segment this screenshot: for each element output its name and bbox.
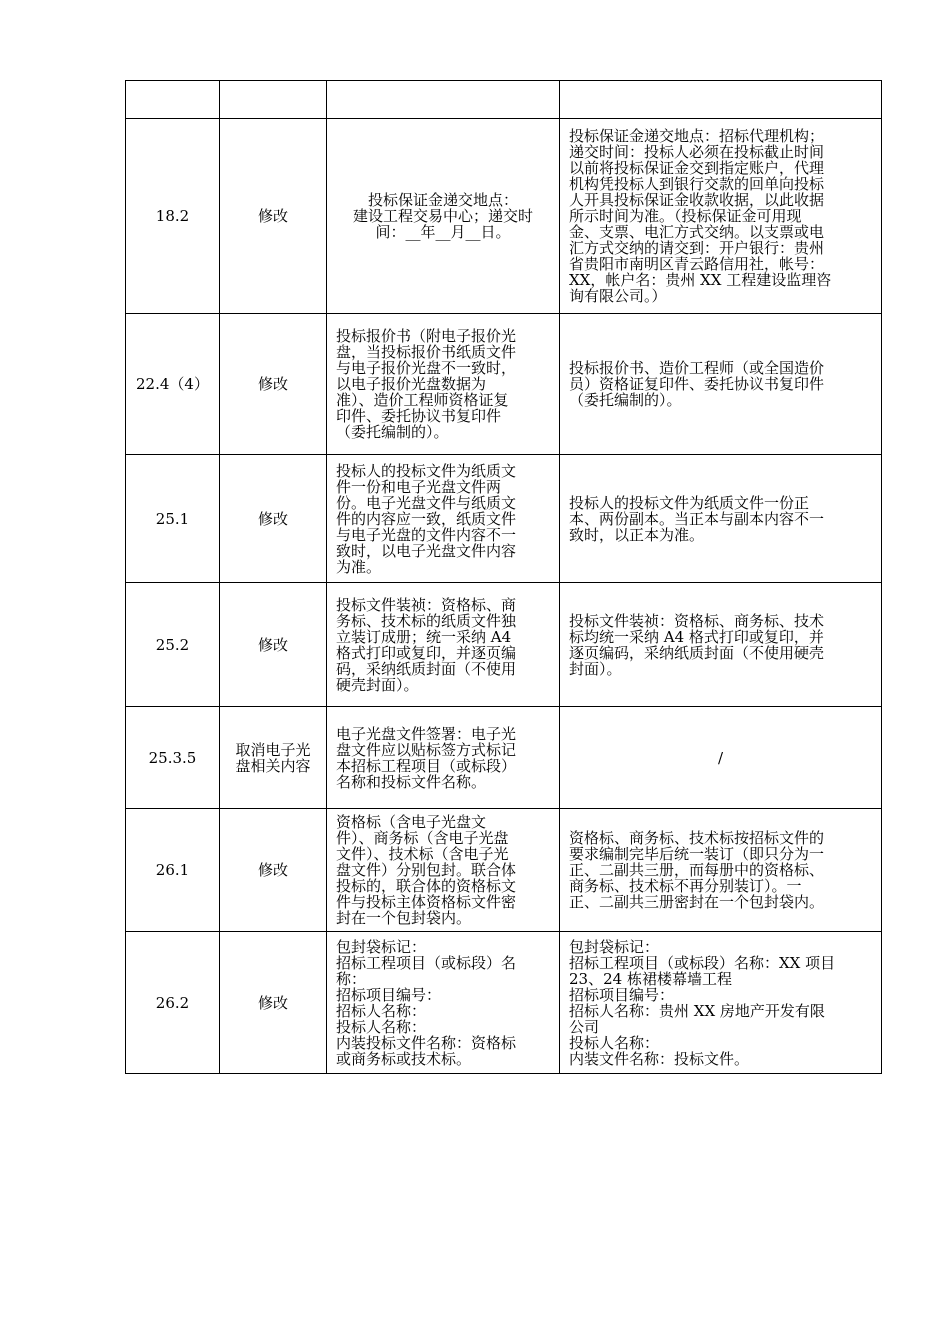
table-row	[126, 809, 882, 932]
action-cell: 修改	[220, 583, 327, 707]
cell-text-line: 硬壳封面）。	[336, 675, 419, 694]
original-content-cell	[327, 583, 560, 707]
cell-text-line: 汇方式交纳的请交到：开户银行：贵州	[569, 239, 825, 257]
table-row	[126, 932, 882, 1074]
cell-text-line: （委托编制的）。	[569, 391, 682, 409]
original-content-cell	[327, 809, 560, 932]
cell-text-line: 以前将投标保证金交到指定账户，代理	[569, 159, 825, 177]
cell-text-line: 资格标、商务标、技术标按招标文件的	[569, 829, 825, 847]
cell-text-line: 招标项目编号：	[336, 985, 442, 1004]
table-row	[126, 119, 882, 314]
cell-text-line: 立装订成册；统一采纳 A4	[336, 627, 512, 646]
revised-content-cell	[560, 455, 882, 583]
cell-text-line: （委托编制的）。	[336, 423, 449, 441]
revised-content-cell	[560, 314, 882, 455]
cell-text-line: 电子光盘文件签署：电子光	[336, 724, 517, 743]
cell-text-line: 23、24 栋裙楼幕墙工程	[569, 969, 732, 988]
cell-text-line: 省贵阳市南明区青云路信用社，帐号：	[569, 255, 825, 273]
cell-text-line: 员）资格证复印件、委托协议书复印件	[569, 375, 825, 393]
original-content-cell	[327, 455, 560, 583]
cell-text-line: 内装投标文件名称：资格标	[336, 1033, 517, 1052]
cell-text-line: 金、支票、电汇方式交纳。以支票或电	[569, 223, 825, 241]
action-cell: 修改	[220, 809, 327, 932]
cell-text-line: 投标报价书、造价工程师（或全国造价	[569, 359, 825, 377]
original-content-cell	[327, 932, 560, 1074]
table-row	[126, 455, 882, 583]
revised-content-cell	[560, 932, 882, 1074]
cell-text-line: 建设工程交易中心；递交时	[352, 207, 533, 225]
cell-text-line: 文件）、技术标（含电子光	[336, 845, 509, 863]
cell-text-line: 投标文件装祯：资格标、商	[336, 595, 517, 614]
cell-text-line: 务标、技术标的纸质文件独	[336, 611, 517, 630]
action-cell: 修改	[220, 314, 327, 455]
original-content-cell	[327, 314, 560, 455]
cell-text-line: 本、两份副本。当正本与副本内容不一	[569, 509, 825, 528]
cell-text-line: 要求编制完毕后统一装订（即只分为一	[569, 845, 825, 863]
cell-text-line: 以电子报价光盘数据为	[336, 375, 487, 393]
cell-text-line: XX，帐户名：贵州 XX 工程建设监理咨	[569, 271, 832, 289]
original-content-cell	[327, 119, 560, 314]
revised-content-cell	[560, 119, 882, 314]
cell-text-line: 机构凭投标人到银行交款的回单向投标	[569, 175, 825, 193]
cell-text-line: 称：	[336, 969, 367, 988]
cell-text-line: 所示时间为准。（投标保证金可用现	[569, 207, 802, 225]
cell-text-line: 包封袋标记：	[336, 937, 427, 956]
table-row	[126, 314, 882, 455]
cell-text-line: 格式打印或复印，并逐页编	[336, 643, 517, 662]
revised-content-cell	[560, 707, 882, 809]
original-content-cell	[327, 81, 560, 119]
cell-text-line: 投标人的投标文件为纸质文件一份正	[569, 493, 810, 512]
table-row	[126, 583, 882, 707]
revised-content-cell	[560, 583, 882, 707]
cell-text-line: 致时，以正本为准。	[569, 525, 705, 544]
cell-text-line: 封在一个包封袋内。	[336, 909, 472, 927]
revised-content-cell	[560, 81, 882, 119]
clause-number-cell: 25.3.5	[126, 707, 220, 809]
cell-text-line: 与电子报价光盘不一致时，	[336, 359, 517, 377]
clause-number-cell: 26.1	[126, 809, 220, 932]
cell-text-line: 投标的，联合体的资格标文	[336, 877, 517, 895]
cell-text-line: 招标人名称：	[336, 1001, 427, 1020]
cell-text-line: 码，采纳纸质封面（不使用	[336, 659, 517, 678]
cell-text-line: 本招标工程项目（或标段）	[336, 756, 517, 775]
cell-text-line: 包封袋标记：	[569, 937, 660, 956]
cell-text-line: 盘文件）分别包封。联合体	[336, 861, 517, 879]
cell-text-line: 招标项目编号：	[569, 985, 675, 1004]
clause-number-cell: 25.2	[126, 583, 220, 707]
cell-text-line: 公司	[569, 1017, 600, 1036]
cell-text-line: 间：__年__月__日。	[375, 223, 511, 241]
clause-number-cell	[126, 81, 220, 119]
clause-number-cell: 18.2	[126, 119, 220, 314]
revised-content-cell	[560, 809, 882, 932]
cell-text-line: 人开具投标保证金收款收据，以此收据	[569, 191, 825, 209]
cell-text-line: 名称和投标文件名称。	[336, 772, 487, 791]
cell-text-line: 逐页编码，采纳纸质封面（不使用硬壳	[569, 643, 825, 662]
cell-text-line: 盘，当投标报价书纸质文件	[336, 343, 517, 361]
cell-text-line: 招标人名称：贵州 XX 房地产开发有限	[569, 1001, 825, 1020]
table-row	[126, 81, 882, 119]
cell-text-line: 准）、造价工程师资格证复	[336, 391, 509, 409]
cell-text-line: 递交时间：投标人必须在投标截止时间	[569, 143, 825, 161]
cell-text-line: 内装文件名称：投标文件。	[569, 1049, 750, 1068]
cell-text-line: 投标文件装祯：资格标、商务标、技术	[569, 611, 825, 630]
cell-text-line: 盘文件应以贴标签方式标记	[336, 740, 517, 759]
cell-text-line: 标均统一采纳 A4 格式打印或复印，并	[569, 627, 824, 646]
action-cell: 取消电子光盘相关内容	[220, 707, 327, 809]
cell-text-line: 招标工程项目（或标段）名称：XX 项目	[569, 953, 836, 972]
cell-text-line: 投标人名称：	[336, 1017, 427, 1036]
action-cell: 修改	[220, 932, 327, 1074]
action-cell: 修改	[220, 455, 327, 583]
cell-text-line: 资格标（含电子光盘文	[336, 813, 487, 831]
cell-text-line: 投标人名称：	[569, 1033, 660, 1052]
cell-text-line: 件）、商务标（含电子光盘	[336, 829, 509, 847]
cell-text-line: 询有限公司。）	[569, 287, 667, 305]
cell-text-line: 投标人的投标文件为纸质文	[336, 461, 517, 480]
cell-text-line: 件一份和电子光盘文件两	[336, 477, 502, 496]
cell-text-line: 投标报价书（附电子报价光	[336, 327, 517, 345]
action-cell	[220, 81, 327, 119]
cell-text-line: 投标保证金递交地点：	[367, 191, 518, 209]
cell-text-line: 正、二副共三册，而每册中的资格标、	[569, 861, 825, 879]
cell-text-line: 件的内容应一致，纸质文件	[336, 509, 517, 528]
cell-text-line: 商务标、技术标不再分别装订）。一	[569, 877, 802, 895]
action-cell: 修改	[220, 119, 327, 314]
cell-text-line: 或商务标或技术标。	[336, 1049, 472, 1068]
cell-text-line: 致时，以电子光盘文件内容	[336, 541, 517, 560]
clause-number-cell: 22.4（4）	[126, 314, 220, 455]
table-row	[126, 707, 882, 809]
cell-text-line: 与电子光盘的文件内容不一	[336, 525, 517, 544]
clause-number-cell: 26.2	[126, 932, 220, 1074]
cell-text-line: /	[717, 748, 724, 767]
cell-text-line: 份。电子光盘文件与纸质文	[336, 493, 517, 512]
cell-text-line: 投标保证金递交地点：招标代理机构；	[569, 127, 825, 145]
cell-text-line: 印件、委托协议书复印件	[336, 407, 502, 425]
cell-text-line: 正、二副共三册密封在一个包封袋内。	[569, 893, 825, 911]
revision-table	[125, 80, 882, 1074]
cell-text-line: 为准。	[336, 557, 382, 576]
cell-text-line: 件与投标主体资格标文件密	[336, 893, 517, 911]
clause-number-cell: 25.1	[126, 455, 220, 583]
cell-text-line: 封面）。	[569, 659, 622, 678]
original-content-cell	[327, 707, 560, 809]
cell-text-line: 招标工程项目（或标段）名	[336, 953, 517, 972]
